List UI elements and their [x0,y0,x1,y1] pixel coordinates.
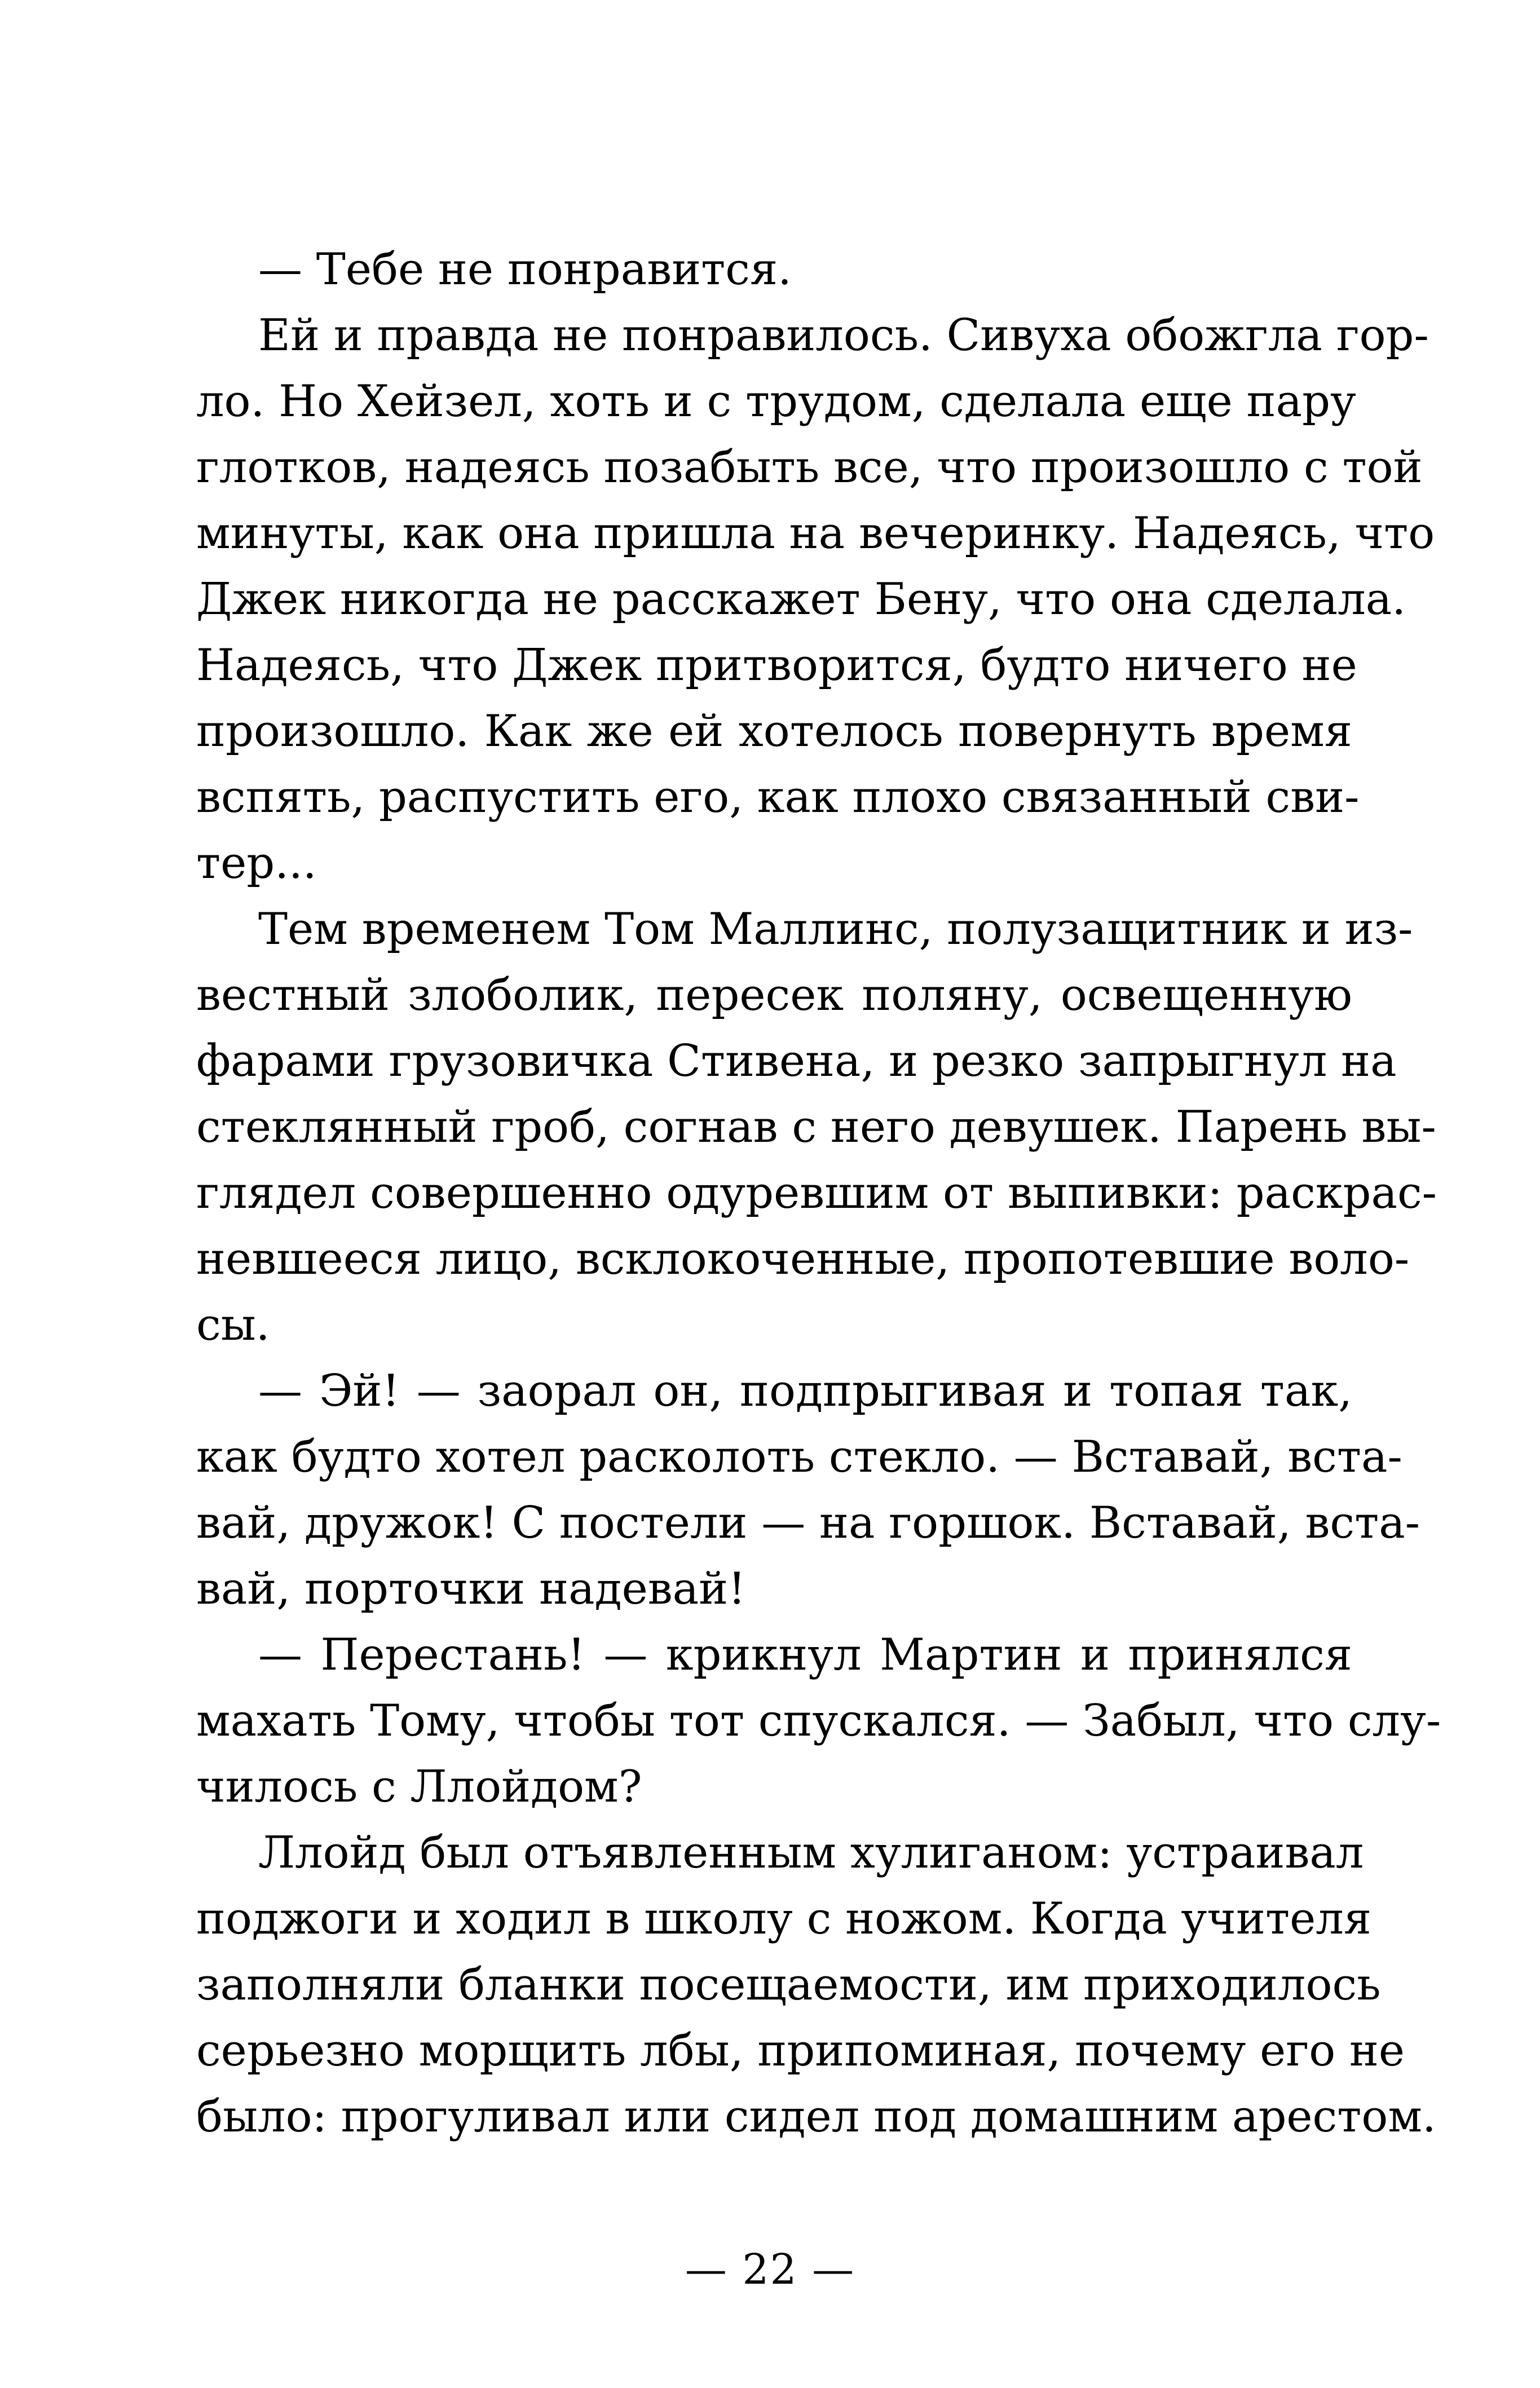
text-line: фарами грузовичка Стивена, и резко запрыгнул на [196,1036,1397,1087]
page-number: — 22 — [685,2245,855,2294]
text-line: — Перестань! — крикнул Мартин и принялся [258,1630,1352,1680]
text-line: вай, дружок! С постели — на горшок. Вставай, вста- [196,1498,1420,1548]
text-line: — Тебе не понравится. [258,244,792,295]
text-line: Ллойд был отъявленным хулиганом: устраивал [258,1828,1364,1878]
text-line: сы. [196,1300,270,1350]
text-line: заполняли бланки посещаемости, им приходилось [196,1959,1381,2010]
text-line: Джек никогда не расскажет Бену, что она сделала. [196,574,1406,625]
text-line: Тем временем Том Маллинс, полузащитник и из- [258,904,1413,955]
text-line: как будто хотел расколоть стекло. — Вставай, вста- [196,1432,1402,1482]
text-line: невшееся лицо, всклокоченные, пропотевшие воло- [196,1234,1410,1285]
body-text [196,237,1441,2150]
text-line: вай, порточки надевай! [196,1564,746,1614]
text-line: было: прогуливал или сидел под домашним арестом. [196,2091,1436,2142]
text-line: — Эй! — заорал он, подпрыгивая и топая так, [258,1366,1352,1416]
text-line: произошло. Как же ей хотелось повернуть время [196,706,1352,757]
text-line: глотков, надеясь позабыть все, что произошло с той [196,442,1423,493]
text-line: стеклянный гроб, согнав с него девушек. Парень вы- [196,1102,1436,1153]
text-line: минуты, как она пришла на вечеринку. Надеясь, что [196,508,1435,559]
text-line: глядел совершенно одуревшим от выпивки: раскрас- [196,1168,1437,1219]
text-line: махать Тому, чтобы тот спускался. — Забыл, что слу- [196,1696,1441,1746]
text-line: Ей и правда не понравилось. Сивуха обожгла гор- [258,310,1429,361]
text-line: ло. Но Хейзел, хоть и с трудом, сделала еще пару [196,376,1356,427]
text-line: серьезно морщить лбы, припоминая, почему его не [196,2025,1405,2076]
text-line: тер... [196,838,317,889]
text-line: поджоги и ходил в школу с ножом. Когда учителя [196,1893,1372,1944]
text-line: вестный злоболик, пересек поляну, освещенную [196,970,1352,1021]
text-line: вспять, распустить его, как плохо связанный сви- [196,772,1360,823]
text-line: Надеясь, что Джек притворится, будто ничего не [196,640,1357,691]
text-line: чилось с Ллойдом? [196,1762,642,1812]
